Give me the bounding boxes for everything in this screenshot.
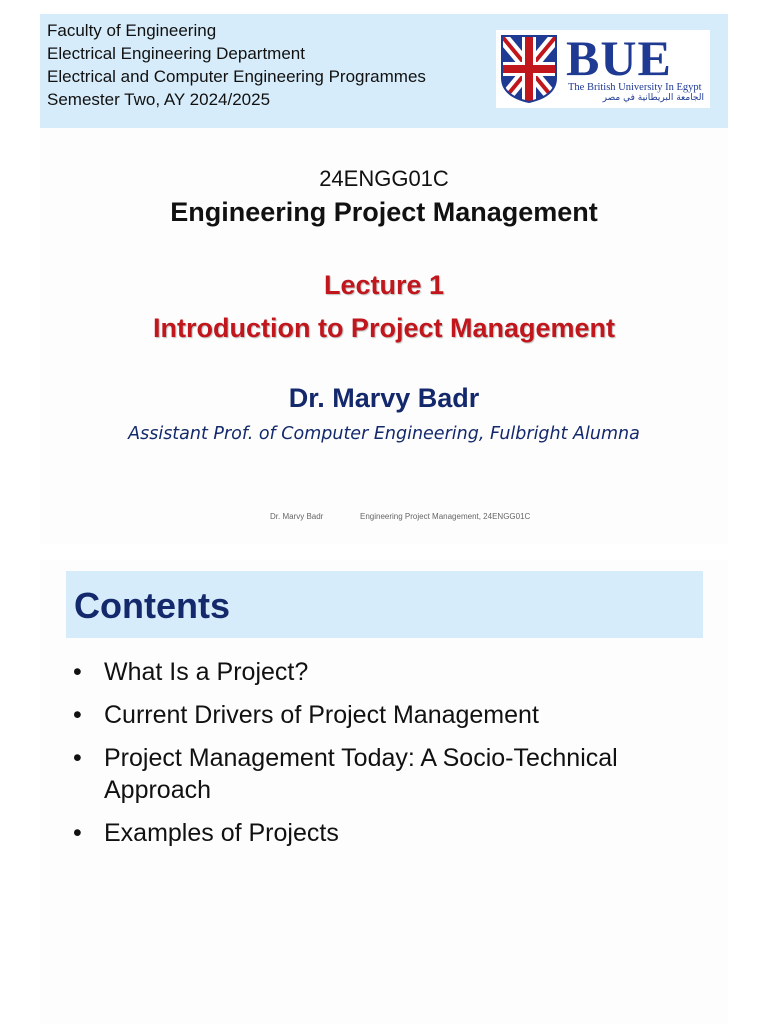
bue-logo	[496, 30, 710, 108]
logo-english-name: The British University In Egypt	[568, 82, 702, 93]
list-item-text: Project Management Today: A Socio-Technical Approach	[104, 744, 618, 804]
bullet-icon: •	[73, 819, 82, 847]
list-item	[68, 817, 688, 849]
course-code: 24ENGG01C	[319, 166, 449, 191]
title-slide	[40, 14, 728, 544]
lecture-title: Introduction to Project Management	[152, 313, 616, 343]
logo-arabic-name: الجامعة البريطانية في مصر	[602, 93, 704, 103]
course-title: Engineering Project Management	[170, 197, 598, 227]
list-item	[68, 656, 688, 688]
logo-wordmark: BUE	[566, 30, 672, 86]
contents-header-band	[66, 571, 703, 638]
contents-title: Contents	[74, 585, 230, 626]
contents-slide	[40, 560, 728, 1024]
footer-course: Engineering Project Management, 24ENGG01C	[360, 512, 531, 521]
author-affiliation: Assistant Prof. of Computer Engineering, Fulbright Alumna	[128, 424, 640, 444]
list-item	[68, 699, 688, 731]
department-line: Electrical Engineering Department	[47, 44, 305, 63]
list-item-text: What Is a Project?	[104, 658, 309, 686]
list-item-text: Examples of Projects	[104, 819, 339, 847]
author-name: Dr. Marvy Badr	[288, 383, 480, 413]
bullet-icon: •	[73, 701, 82, 729]
header-text	[47, 19, 426, 111]
bullet-icon: •	[73, 658, 82, 686]
list-item-text: Current Drivers of Project Management	[104, 701, 539, 729]
list-item	[68, 742, 688, 806]
contents-list	[68, 656, 688, 860]
bullet-icon: •	[73, 744, 82, 772]
union-flag-shield-icon	[500, 34, 558, 104]
footer-author: Dr. Marvy Badr	[270, 512, 324, 521]
header-band	[40, 14, 728, 128]
semester-line: Semester Two, AY 2024/2025	[47, 90, 271, 109]
lecture-number: Lecture 1	[323, 270, 445, 300]
programme-line: Electrical and Computer Engineering Programmes	[47, 67, 426, 86]
faculty-line: Faculty of Engineering	[47, 21, 217, 40]
